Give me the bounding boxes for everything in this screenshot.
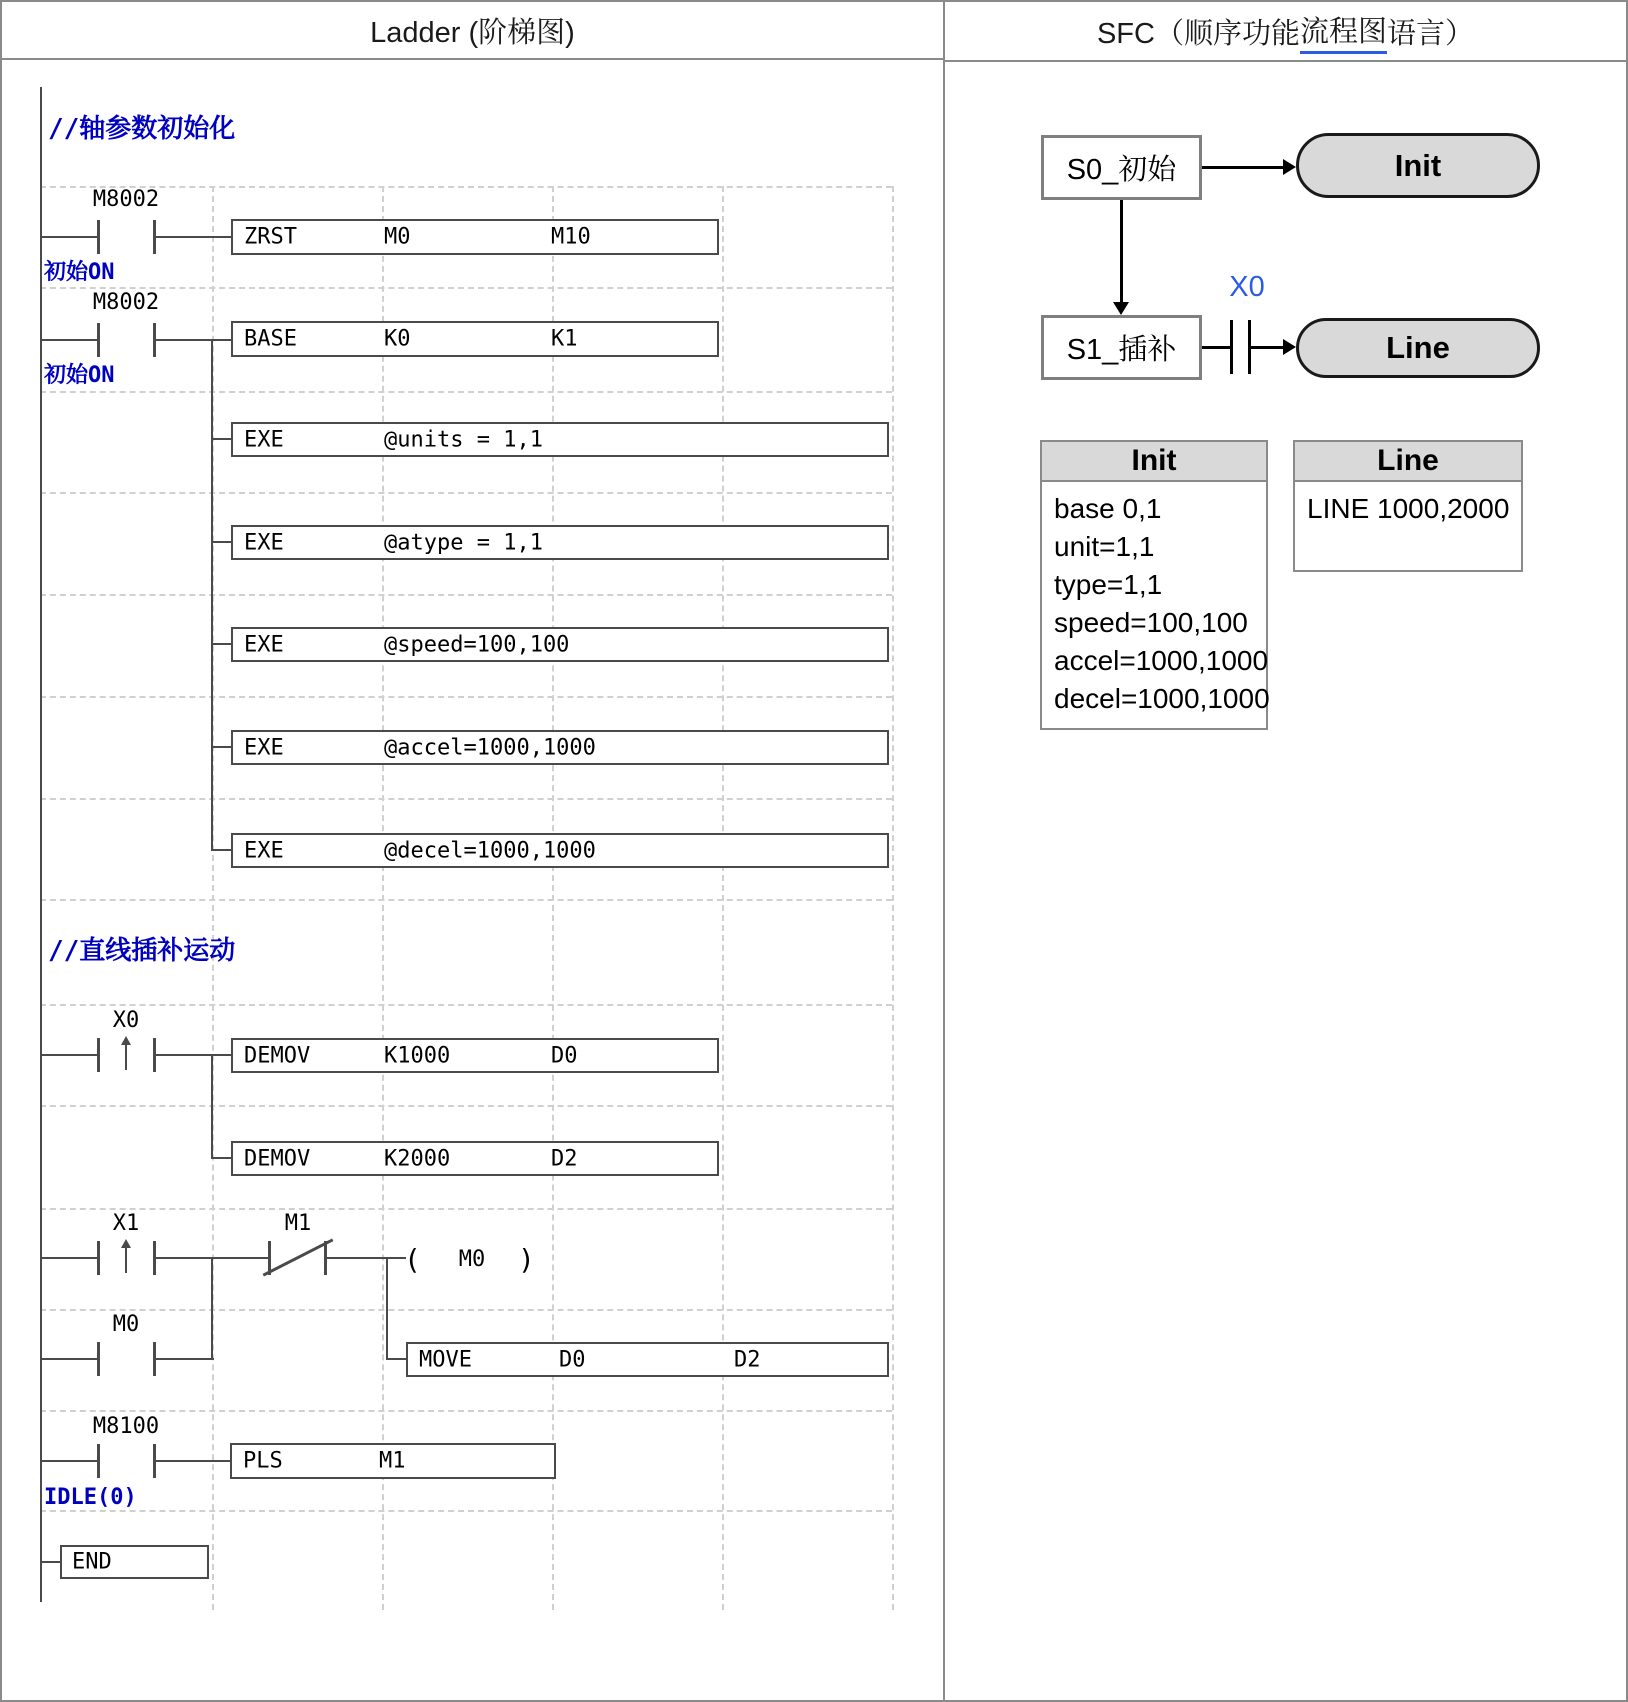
table-line: base 0,1 (1054, 493, 1162, 524)
instr-arg: @speed=100,100 (384, 632, 570, 657)
contact-label-x0: X0 (112, 1008, 140, 1033)
instr-name: EXE (244, 838, 284, 863)
instr-name: DEMOV (244, 1043, 311, 1068)
sfc-title-link[interactable]: 流程图 (1300, 9, 1387, 54)
table-line: unit=1,1 (1054, 531, 1155, 562)
instr-name: ZRST (244, 224, 297, 250)
rising-edge-arrow-icon (125, 1043, 127, 1070)
transition-contact-bar-icon (1230, 320, 1233, 374)
contact-label-m8002-2: M8002 (92, 290, 160, 315)
panel-divider (943, 2, 945, 1702)
instruction-box-zrst (231, 219, 719, 255)
coil-operand-m0: M0 (458, 1247, 486, 1272)
wire (40, 1054, 97, 1056)
wire (156, 1460, 232, 1462)
sfc-transition-label-x0: X0 (1229, 271, 1265, 303)
grid-line (40, 798, 892, 800)
transition-contact-bar-icon (1248, 320, 1251, 374)
grid-line (40, 1410, 892, 1412)
sfc-transition-wire (1251, 346, 1284, 349)
contact-m8002-2 (97, 323, 156, 357)
grid-line (40, 492, 892, 494)
table-line: accel=1000,1000 (1054, 645, 1269, 676)
contact-bar-icon (97, 220, 100, 254)
ladder-comment-init: //轴参数初始化 (48, 114, 236, 144)
instr-op1: K0 (384, 326, 411, 352)
table-line: decel=1000,1000 (1054, 683, 1270, 714)
grid-line (722, 186, 724, 1610)
sfc-table-init-body (1040, 482, 1268, 730)
instr-name: BASE (244, 326, 297, 352)
instr-name: EXE (244, 735, 284, 760)
instr-op1: K2000 (384, 1146, 451, 1171)
sfc-title-suffix: 语言） (1387, 17, 1475, 50)
wire (211, 1055, 213, 1159)
wire (212, 849, 231, 851)
grid-line (40, 391, 892, 393)
contact-bar-icon (97, 1342, 100, 1376)
contact-bar-icon (97, 1241, 100, 1275)
contact-label-m8002-1: M8002 (92, 187, 160, 212)
contact-bar-icon (153, 1241, 156, 1275)
sfc-title-prefix: SFC（顺序功能 (1096, 17, 1300, 50)
wire (40, 1257, 97, 1259)
grid-line (40, 1208, 892, 1210)
sfc-step-s0-label: S0_初始 (1066, 154, 1177, 186)
sfc-table-line (1293, 440, 1523, 572)
wire (156, 1358, 214, 1360)
wire (40, 236, 97, 238)
instruction-box-base (231, 321, 719, 357)
sfc-table-line-body (1293, 482, 1523, 572)
instr-arg: @decel=1000,1000 (384, 838, 596, 863)
contact-m0 (97, 1342, 156, 1376)
instr-name: PLS (243, 1448, 283, 1474)
wire (386, 1258, 388, 1360)
instruction-box-pls (230, 1443, 556, 1479)
arrow-s0-to-init (1202, 166, 1284, 169)
instr-op2: D0 (551, 1043, 578, 1068)
contact-m1-normally-closed (268, 1241, 327, 1275)
wire (212, 643, 231, 645)
contact-m8002-1 (97, 220, 156, 254)
wire (156, 1054, 231, 1056)
arrowhead-right-icon (1283, 339, 1296, 355)
ladder-comment-motion: //直线插补运动 (48, 936, 236, 966)
wire (387, 1358, 408, 1360)
nc-slash-icon (263, 1238, 334, 1276)
instr-op1: M1 (379, 1448, 406, 1474)
arrow-s0-to-s1 (1120, 200, 1123, 304)
grid-line (40, 1309, 892, 1311)
contact-bar-icon (97, 1038, 100, 1072)
ladder-title-text: Ladder (阶梯图) (370, 16, 575, 49)
ladder-power-rail (40, 87, 42, 1602)
contact-bar-icon (153, 1444, 156, 1478)
contact-note-init-on-1: 初始ON (44, 260, 115, 285)
header-underline-right (943, 60, 1628, 62)
wire (156, 236, 231, 238)
instruction-box-exe-units (231, 422, 889, 457)
sfc-step-s1-label: S1_插补 (1066, 334, 1177, 366)
instr-name: EXE (244, 427, 284, 452)
coil-open-paren-icon: ( (404, 1243, 421, 1276)
wire (211, 1258, 213, 1360)
grid-line (40, 1105, 892, 1107)
contact-note-init-on-2: 初始ON (44, 363, 115, 388)
grid-line (382, 186, 384, 1610)
wire (212, 746, 231, 748)
contact-m8100 (97, 1444, 156, 1478)
contact-bar-icon (153, 323, 156, 357)
instr-op2: K1 (551, 326, 578, 352)
header-sfc-title (943, 2, 1628, 60)
sfc-step-s0 (1041, 135, 1202, 200)
contact-bar-icon (153, 1342, 156, 1376)
instr-name: EXE (244, 530, 284, 555)
contact-bar-icon (97, 1444, 100, 1478)
wire (40, 1561, 62, 1563)
table-line: LINE 1000,2000 (1307, 493, 1510, 524)
header-ladder-title (2, 2, 943, 60)
instr-op2: M10 (551, 224, 591, 250)
grid-line (552, 186, 554, 1610)
sfc-action-init-label: Init (1394, 147, 1442, 183)
instr-op1: D0 (559, 1347, 586, 1372)
instruction-box-exe-atype (231, 525, 889, 560)
instruction-box-demov2 (231, 1141, 719, 1176)
contact-bar-icon (153, 220, 156, 254)
contact-bar-icon (153, 1038, 156, 1072)
instruction-box-exe-accel (231, 730, 889, 765)
instruction-box-exe-decel (231, 833, 889, 868)
wire (212, 1157, 231, 1159)
instr-op2: D2 (734, 1347, 761, 1372)
grid-line (40, 1510, 892, 1512)
wire (40, 339, 97, 341)
instr-name: EXE (244, 632, 284, 657)
sfc-action-init (1296, 133, 1540, 198)
sfc-table-init-header: Init (1040, 440, 1268, 482)
sfc-action-line-label: Line (1386, 330, 1450, 365)
instruction-box-move (406, 1342, 889, 1377)
arrowhead-down-icon (1113, 302, 1129, 315)
contact-x0-rising (97, 1038, 156, 1072)
table-line: speed=100,100 (1054, 607, 1248, 638)
grid-line (40, 594, 892, 596)
contact-x1-rising (97, 1241, 156, 1275)
contact-label-m1: M1 (284, 1211, 312, 1236)
instr-op1: M0 (384, 224, 411, 250)
contact-bar-icon (324, 1241, 327, 1275)
instr-arg: @accel=1000,1000 (384, 735, 596, 760)
grid-line (40, 1004, 892, 1006)
instr-op1: K1000 (384, 1043, 451, 1068)
instr-name: END (72, 1549, 112, 1575)
instruction-box-exe-speed (231, 627, 889, 662)
wire (211, 340, 213, 851)
wire (327, 1257, 406, 1259)
instr-arg: @atype = 1,1 (384, 530, 543, 555)
sfc-action-line (1296, 318, 1540, 378)
instr-name: MOVE (419, 1347, 472, 1372)
contact-label-m0: M0 (112, 1312, 140, 1337)
arrowhead-right-icon (1283, 159, 1296, 175)
contact-note-idle: IDLE(0) (44, 1485, 137, 1510)
wire (212, 438, 231, 440)
instr-op2: D2 (551, 1146, 578, 1171)
instruction-box-end (60, 1545, 209, 1579)
contact-label-x1: X1 (112, 1211, 140, 1236)
grid-line (40, 696, 892, 698)
table-line: type=1,1 (1054, 569, 1163, 600)
wire (40, 1460, 97, 1462)
instruction-box-demov1 (231, 1038, 719, 1073)
grid-line (40, 287, 892, 289)
sfc-table-init (1040, 440, 1268, 730)
wire (40, 1358, 97, 1360)
grid-line (40, 899, 892, 901)
grid-line (892, 186, 894, 1610)
instr-arg: @units = 1,1 (384, 427, 543, 452)
wire (212, 541, 231, 543)
contact-bar-icon (97, 323, 100, 357)
coil-close-paren-icon: ) (518, 1243, 535, 1276)
sfc-table-line-header: Line (1293, 440, 1523, 482)
instr-name: DEMOV (244, 1146, 311, 1171)
contact-label-m8100: M8100 (92, 1414, 160, 1439)
rising-edge-arrow-icon (125, 1246, 127, 1273)
sfc-transition-wire (1202, 346, 1232, 349)
sfc-step-s1 (1041, 315, 1202, 380)
wire (156, 339, 231, 341)
